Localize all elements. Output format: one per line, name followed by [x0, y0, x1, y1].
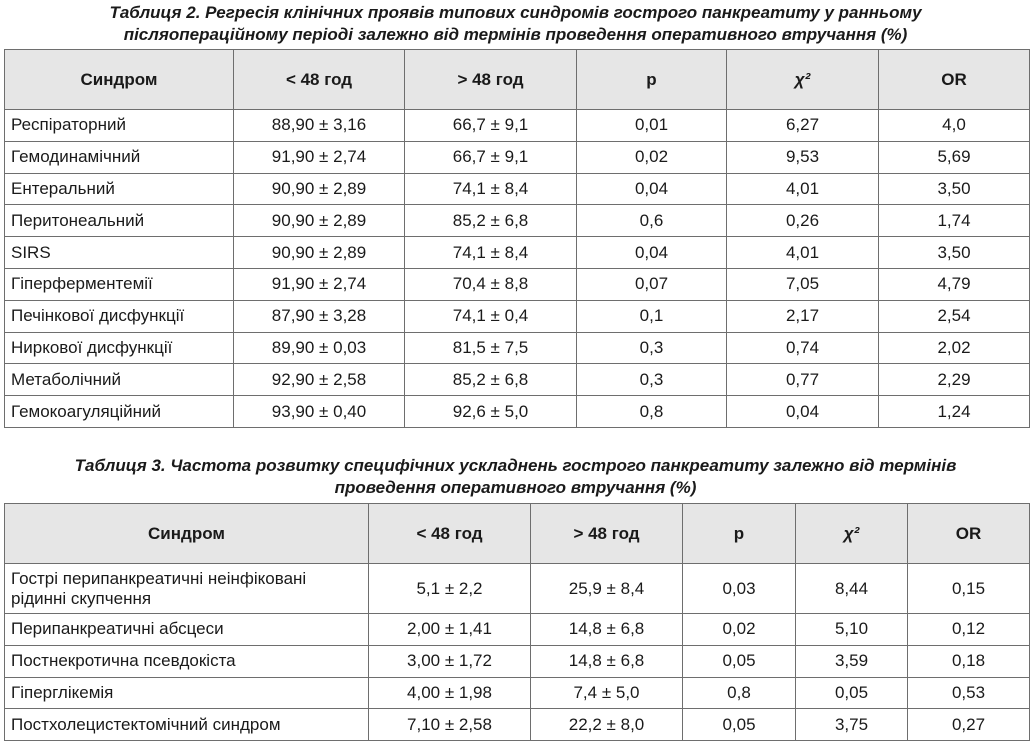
table3-header-p: p [683, 504, 796, 564]
syndrome-cell: Ентеральний [5, 173, 234, 205]
chi-square-cell: 0,26 [727, 205, 879, 237]
table3-header-syndrome: Синдром [5, 504, 369, 564]
chi-square-cell: 4,01 [727, 237, 879, 269]
table2-header-over-48h: > 48 год [405, 50, 577, 110]
table-row [5, 300, 1030, 332]
or-cell: 3,50 [879, 173, 1030, 205]
table-row [5, 614, 1030, 646]
over-48h-cell: 14,8 ± 6,8 [531, 614, 683, 646]
or-cell: 0,27 [908, 709, 1030, 741]
over-48h-cell: 74,1 ± 0,4 [405, 300, 577, 332]
or-cell: 1,74 [879, 205, 1030, 237]
chi-square-cell: 5,10 [796, 614, 908, 646]
table-row [5, 396, 1030, 428]
chi-square-cell: 8,44 [796, 564, 908, 614]
syndrome-cell: Гіперферментемії [5, 268, 234, 300]
table-row [5, 645, 1030, 677]
table3-caption [0, 455, 1031, 499]
over-48h-cell: 70,4 ± 8,8 [405, 268, 577, 300]
or-cell: 0,15 [908, 564, 1030, 614]
over-48h-cell: 14,8 ± 6,8 [531, 645, 683, 677]
table3-header-row [5, 504, 1030, 564]
table3-caption-line2: проведення оперативного втручання (%) [334, 478, 697, 497]
or-cell: 4,79 [879, 268, 1030, 300]
over-48h-cell: 74,1 ± 8,4 [405, 173, 577, 205]
under-48h-cell: 92,90 ± 2,58 [234, 364, 405, 396]
or-cell: 4,0 [879, 110, 1030, 142]
under-48h-cell: 90,90 ± 2,89 [234, 173, 405, 205]
syndrome-cell: SIRS [5, 237, 234, 269]
p-cell: 0,1 [577, 300, 727, 332]
table2-caption [0, 2, 1031, 46]
p-cell: 0,8 [683, 677, 796, 709]
p-cell: 0,8 [577, 396, 727, 428]
or-cell: 0,12 [908, 614, 1030, 646]
table3-header-over-48h: > 48 год [531, 504, 683, 564]
under-48h-cell: 7,10 ± 2,58 [369, 709, 531, 741]
or-cell: 0,53 [908, 677, 1030, 709]
chi-square-cell: 3,59 [796, 645, 908, 677]
table2-header-under-48h: < 48 год [234, 50, 405, 110]
syndrome-cell: Гіперглікемія [5, 677, 369, 709]
chi-square-cell: 4,01 [727, 173, 879, 205]
syndrome-cell: Гемодинамічний [5, 141, 234, 173]
table-row [5, 564, 1030, 614]
over-48h-cell: 7,4 ± 5,0 [531, 677, 683, 709]
or-cell: 2,02 [879, 332, 1030, 364]
over-48h-cell: 85,2 ± 6,8 [405, 205, 577, 237]
p-cell: 0,01 [577, 110, 727, 142]
p-cell: 0,03 [683, 564, 796, 614]
under-48h-cell: 90,90 ± 2,89 [234, 205, 405, 237]
table-row [5, 141, 1030, 173]
table-row [5, 173, 1030, 205]
or-cell: 5,69 [879, 141, 1030, 173]
chi-square-cell: 6,27 [727, 110, 879, 142]
table2-header-chi-square: χ² [727, 50, 879, 110]
over-48h-cell: 92,6 ± 5,0 [405, 396, 577, 428]
table3-header-or: OR [908, 504, 1030, 564]
or-cell: 2,54 [879, 300, 1030, 332]
or-cell: 1,24 [879, 396, 1030, 428]
chi-square-cell: 0,04 [727, 396, 879, 428]
or-cell: 3,50 [879, 237, 1030, 269]
under-48h-cell: 89,90 ± 0,03 [234, 332, 405, 364]
syndrome-cell: Ниркової дисфункції [5, 332, 234, 364]
syndrome-cell: Гемокоагуляційний [5, 396, 234, 428]
under-48h-cell: 90,90 ± 2,89 [234, 237, 405, 269]
p-cell: 0,02 [683, 614, 796, 646]
table-row [5, 110, 1030, 142]
p-cell: 0,05 [683, 709, 796, 741]
table2-caption-line2: післяопераційному періоді залежно від термінів проведення оперативного втручання (%) [123, 25, 908, 44]
under-48h-cell: 5,1 ± 2,2 [369, 564, 531, 614]
chi-square-cell: 3,75 [796, 709, 908, 741]
syndrome-cell: Респіраторний [5, 110, 234, 142]
table-row [5, 237, 1030, 269]
chi-square-cell: 0,74 [727, 332, 879, 364]
table-row [5, 268, 1030, 300]
over-48h-cell: 81,5 ± 7,5 [405, 332, 577, 364]
table-row [5, 364, 1030, 396]
syndrome-cell: Перипанкреатичні абсцеси [5, 614, 369, 646]
under-48h-cell: 4,00 ± 1,98 [369, 677, 531, 709]
table-row [5, 332, 1030, 364]
syndrome-cell: Постнекротична псевдокіста [5, 645, 369, 677]
chi-square-cell: 7,05 [727, 268, 879, 300]
over-48h-cell: 74,1 ± 8,4 [405, 237, 577, 269]
under-48h-cell: 88,90 ± 3,16 [234, 110, 405, 142]
under-48h-cell: 91,90 ± 2,74 [234, 268, 405, 300]
table3 [4, 503, 1030, 741]
or-cell: 0,18 [908, 645, 1030, 677]
p-cell: 0,3 [577, 332, 727, 364]
under-48h-cell: 93,90 ± 0,40 [234, 396, 405, 428]
p-cell: 0,6 [577, 205, 727, 237]
under-48h-cell: 87,90 ± 3,28 [234, 300, 405, 332]
p-cell: 0,07 [577, 268, 727, 300]
syndrome-cell: Печінкової дисфункції [5, 300, 234, 332]
table2-caption-line1: Таблиця 2. Регресія клінічних проявів типових синдромів гострого панкреатиту у ранньому [109, 3, 922, 22]
syndrome-cell: Гострі перипанкреатичні неінфіковані рідинні скупчення [5, 564, 369, 614]
table-row [5, 205, 1030, 237]
under-48h-cell: 3,00 ± 1,72 [369, 645, 531, 677]
syndrome-cell: Перитонеальний [5, 205, 234, 237]
over-48h-cell: 85,2 ± 6,8 [405, 364, 577, 396]
p-cell: 0,04 [577, 173, 727, 205]
p-cell: 0,3 [577, 364, 727, 396]
p-cell: 0,04 [577, 237, 727, 269]
table-row [5, 677, 1030, 709]
p-cell: 0,02 [577, 141, 727, 173]
syndrome-cell: Метаболічний [5, 364, 234, 396]
chi-square-cell: 9,53 [727, 141, 879, 173]
table3-caption-line1: Таблиця 3. Частота розвитку специфічних ускладнень гострого панкреатиту залежно від термінів [74, 456, 957, 475]
table2-header-row [5, 50, 1030, 110]
syndrome-cell: Постхолецистектомічний синдром [5, 709, 369, 741]
chi-square-cell: 2,17 [727, 300, 879, 332]
table3-header-chi-square: χ² [796, 504, 908, 564]
table2-header-p: p [577, 50, 727, 110]
chi-square-cell: 0,77 [727, 364, 879, 396]
over-48h-cell: 66,7 ± 9,1 [405, 141, 577, 173]
table-row [5, 709, 1030, 741]
chi-square-cell: 0,05 [796, 677, 908, 709]
over-48h-cell: 22,2 ± 8,0 [531, 709, 683, 741]
table2-header-or: OR [879, 50, 1030, 110]
under-48h-cell: 2,00 ± 1,41 [369, 614, 531, 646]
p-cell: 0,05 [683, 645, 796, 677]
under-48h-cell: 91,90 ± 2,74 [234, 141, 405, 173]
table3-header-under-48h: < 48 год [369, 504, 531, 564]
or-cell: 2,29 [879, 364, 1030, 396]
over-48h-cell: 25,9 ± 8,4 [531, 564, 683, 614]
over-48h-cell: 66,7 ± 9,1 [405, 110, 577, 142]
table2-header-syndrome: Синдром [5, 50, 234, 110]
table2 [4, 49, 1030, 428]
